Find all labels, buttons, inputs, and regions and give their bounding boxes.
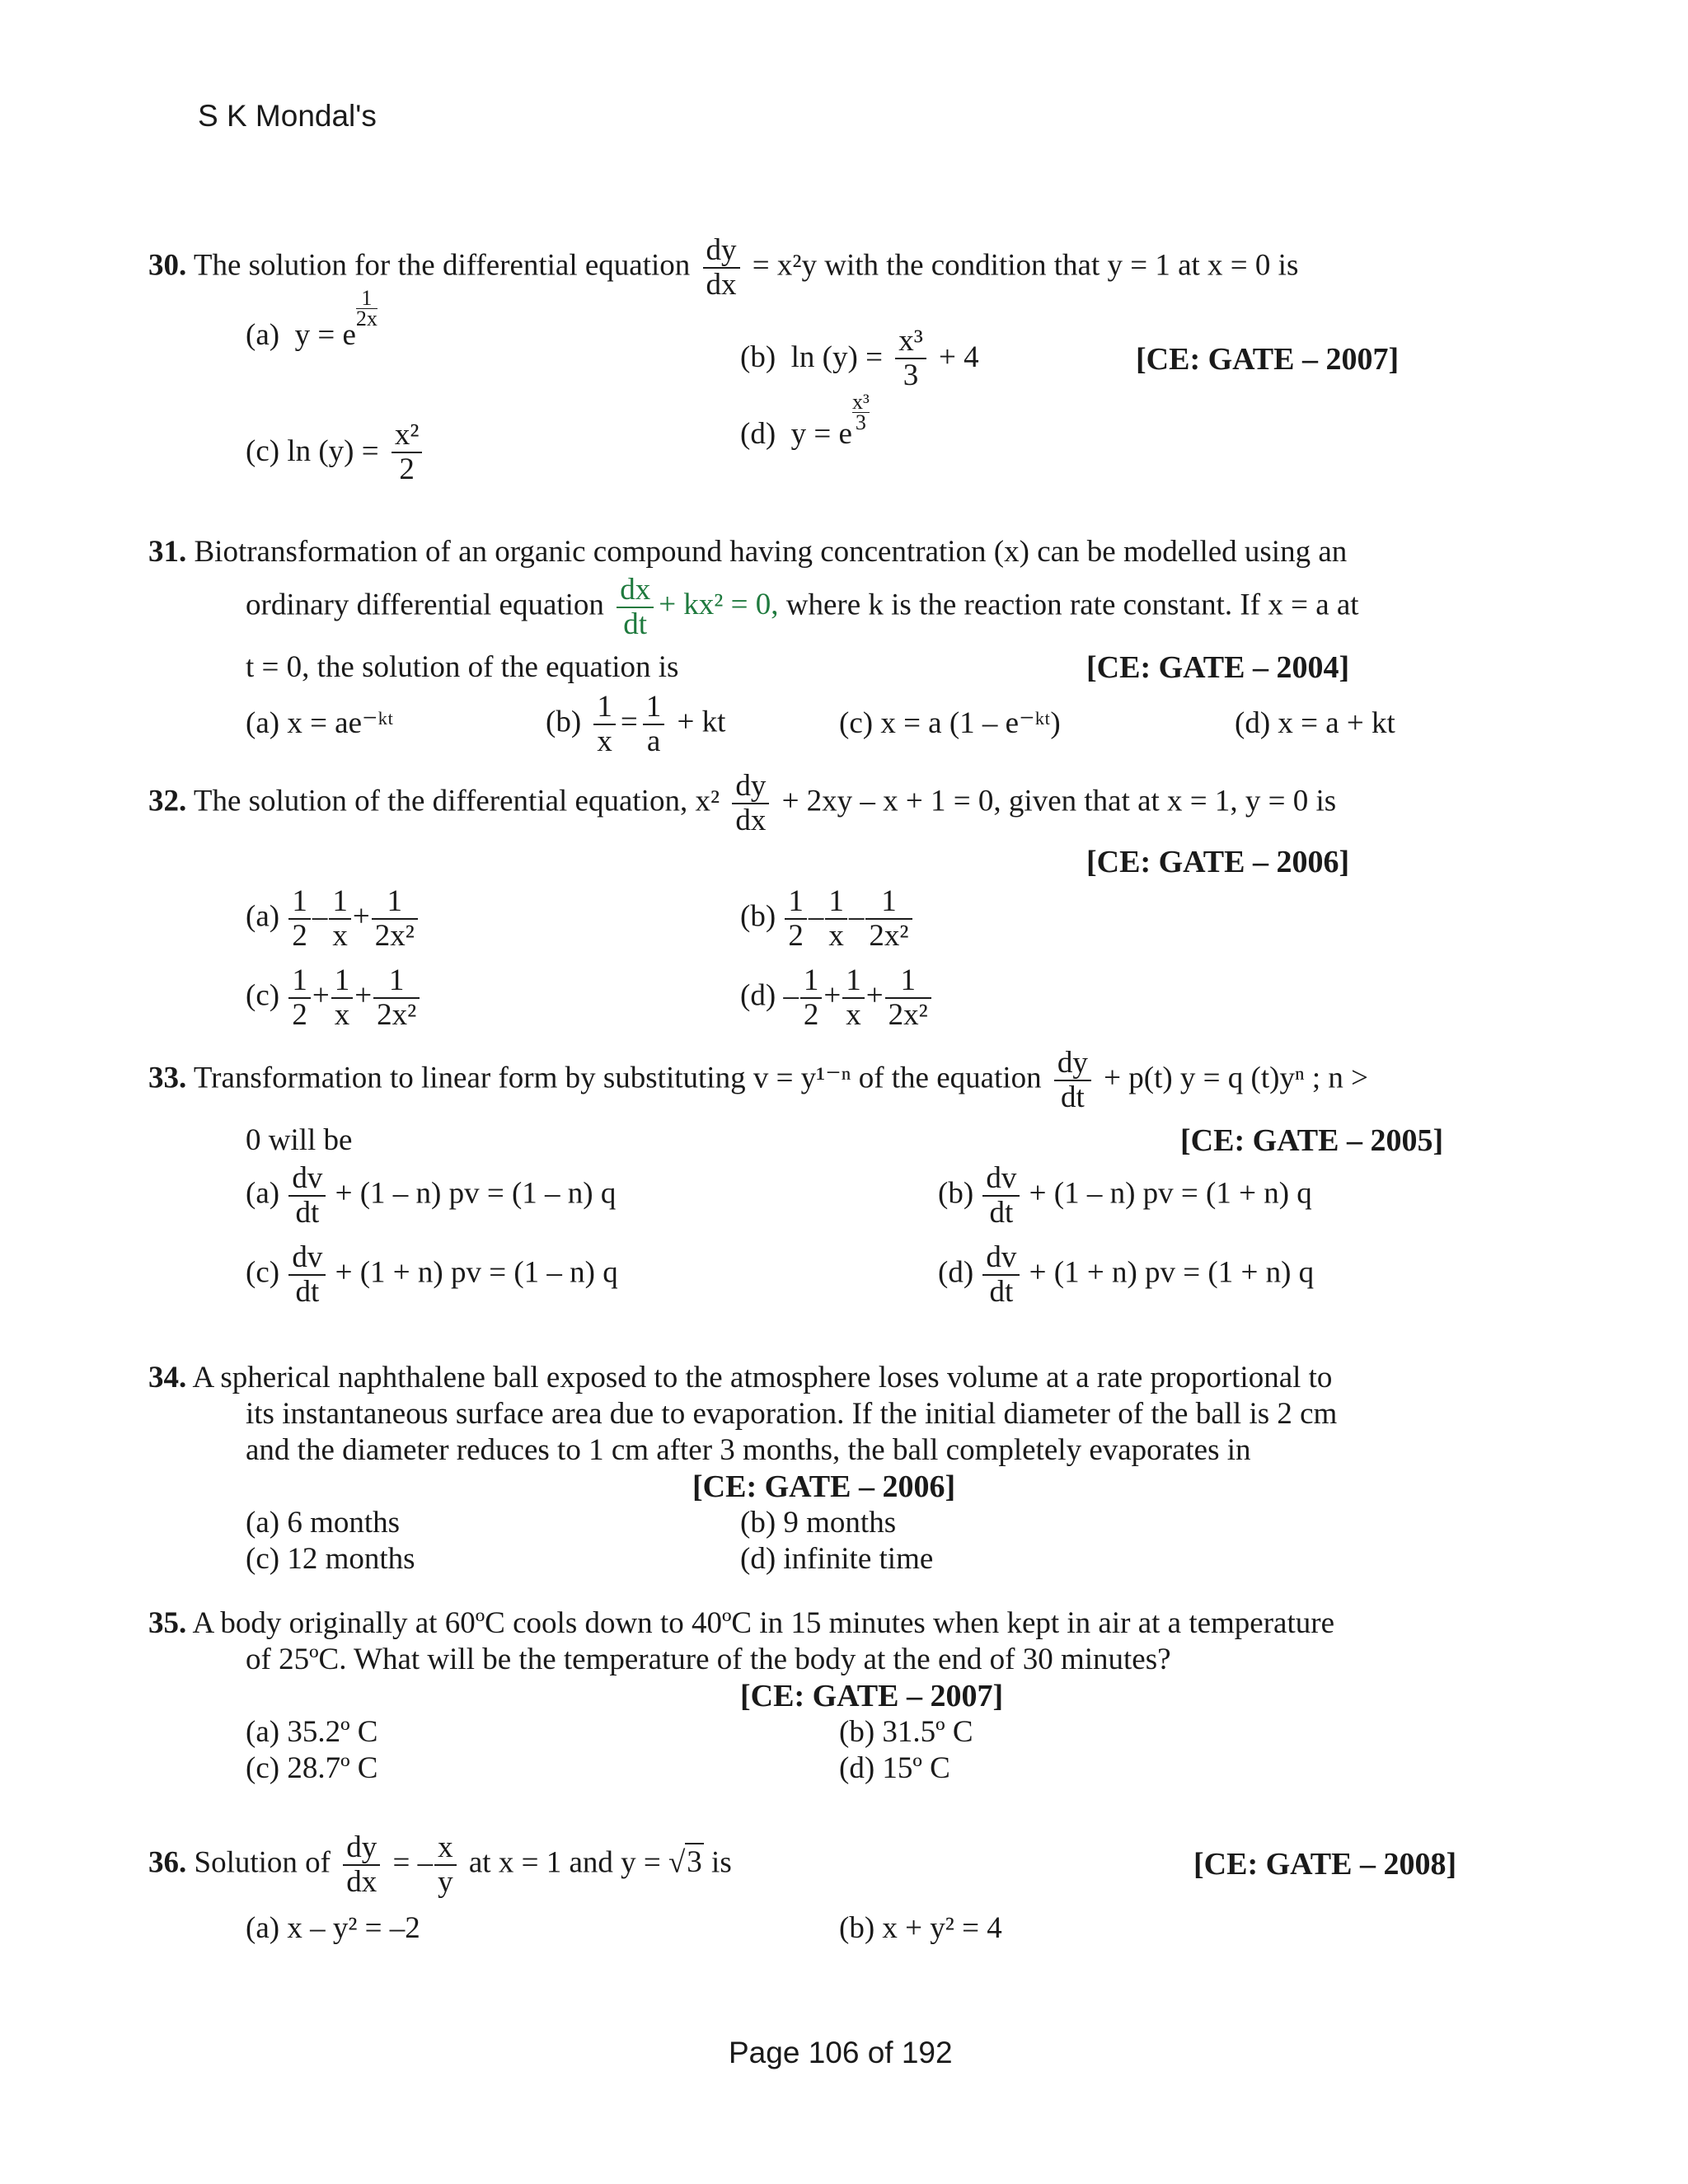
option-36b[interactable]: (b) x + y² = 4 [839,1911,1002,1945]
option-31d[interactable]: (d) x = a + kt [1235,706,1395,740]
option-30c[interactable]: (c) ln (y) = $\frac{\text{x²}}{2}$ [246,419,427,486]
exam-tag-31: [CE: GATE – 2004] [1086,650,1350,685]
option-31c[interactable]: (c) x = a (1 – e⁻ᵏᵗ) [839,706,1061,740]
option-33a[interactable]: (a) $\frac{dv}{dt}$ + (1 – n) pv = (1 – n) q [246,1161,617,1230]
sqrt-symbol: √ [668,1845,686,1880]
option-34d[interactable]: (d) infinite time [740,1542,934,1576]
option-33d[interactable]: (d) $\frac{dv}{dt}$ + (1 + n) pv = (1 + n) q [938,1240,1315,1309]
question-35-line2: of 25ºC. What will be the temperature of the body at the end of 30 minutes? [246,1643,1171,1676]
question-number: 30. [148,248,187,283]
question-33-line2: 0 will be [246,1123,353,1157]
option-30b[interactable]: (b) ln (y) = $\frac{\text{x³}}{3}$ + 4 [740,324,979,392]
option-35a[interactable]: (a) 35.2º C [246,1715,378,1749]
option-30a[interactable]: (a) y = e $\frac{1}{2x}$ [246,286,377,352]
exam-tag-36: [CE: GATE – 2008] [1193,1847,1457,1882]
question-31-line3: t = 0, the solution of the equation is [246,650,679,684]
question-text-cont: = x²y with the condition that y = 1 at x = 0 is [752,248,1299,283]
option-35b[interactable]: (b) 31.5º C [839,1715,973,1749]
exam-tag-30: [CE: GATE – 2007] [1136,342,1400,377]
option-33b[interactable]: (b) $\frac{dv}{dt}$ + (1 – n) pv = (1 + n) q [938,1161,1312,1230]
option-34b[interactable]: (b) 9 months [740,1506,897,1540]
question-35: 35. A body originally at 60ºC cools down to 40ºC in 15 minutes when kept in air at a temperature [148,1606,1334,1640]
question-34-line3: and the diameter reduces to 1 cm after 3 months, the ball completely evaporates in [246,1433,1251,1467]
option-33c[interactable]: (c) $\frac{dv}{dt}$ + (1 + n) pv = (1 – n) q [246,1240,618,1309]
question-32: 32. The solution of the differential equation, x² $\frac{dy}{dx}$ + 2xy – x + 1 = 0, given that at x = 1, y = 0 is [148,769,1337,837]
question-31-line2: ordinary differential equation $\frac{dx}{dt}$ + kx² = 0, where k is the reaction rate constant. If x = a at [246,573,1359,641]
fraction-dy-dx: $\frac{dy}{dx}$ [703,234,740,302]
option-32b[interactable]: (b) $\frac{1}{2}$ – $\frac{1}{x}$ – $\frac{1}{\text{2x²}}$ [740,885,914,953]
option-32d[interactable]: (d) – $\frac{1}{2}$ + $\frac{1}{x}$ + $\frac{1}{\text{2x²}}$ [740,964,933,1032]
exam-tag-32: [CE: GATE – 2006] [1086,845,1350,879]
option-34a[interactable]: (a) 6 months [246,1506,401,1540]
option-32a[interactable]: (a) $\frac{1}{2}$ – $\frac{1}{x}$ + $\frac{1}{\text{2x²}}$ [246,885,420,953]
option-35d[interactable]: (d) 15º C [839,1751,950,1785]
option-36a[interactable]: (a) x – y² = –2 [246,1911,420,1945]
exam-tag-33: [CE: GATE – 2005] [1180,1123,1444,1158]
question-31: 31. Biotransformation of an organic compound having concentration (x) can be modelled using an [148,535,1348,569]
option-34c[interactable]: (c) 12 months [246,1542,415,1576]
option-31a[interactable]: (a) x = ae⁻ᵏᵗ [246,706,394,740]
question-text: The solution for the differential equation [193,248,691,283]
header-author: S K Mondal's [198,99,377,133]
option-30d[interactable]: (d) y = e $\frac{\text{x³}}{3}$ [740,390,870,451]
option-31b[interactable]: (b) $\frac{1}{x}$ = $\frac{1}{a}$ + kt [546,690,726,758]
question-34: 34. A spherical naphthalene ball exposed to the atmosphere loses volume at a rate proportional to [148,1361,1333,1394]
exam-tag-34: [CE: GATE – 2006] [692,1469,956,1504]
exam-tag-35: [CE: GATE – 2007] [740,1679,1004,1713]
fraction-dx-dt: $\frac{dx}{dt}$ [617,574,654,641]
question-33: 33. Transformation to linear form by substituting v = y¹⁻ⁿ of the equation $\frac{dy}{dt}$ + p(t) y = q (t)yⁿ ; n > [148,1046,1369,1114]
question-30 [148,234,1298,302]
question-34-line2: its instantaneous surface area due to evaporation. If the initial diameter of the ball is 2 cm [246,1397,1338,1431]
question-36: 36. Solution of $\frac{dy}{dx}$ = – $\frac{x}{y}$ at x = 1 and y = √3 is [148,1830,732,1899]
option-35c[interactable]: (c) 28.7º C [246,1751,378,1785]
page-number: Page 106 of 192 [729,2036,953,2069]
option-32c[interactable]: (c) $\frac{1}{2}$ + $\frac{1}{x}$ + $\frac{1}{\text{2x²}}$ [246,964,421,1032]
